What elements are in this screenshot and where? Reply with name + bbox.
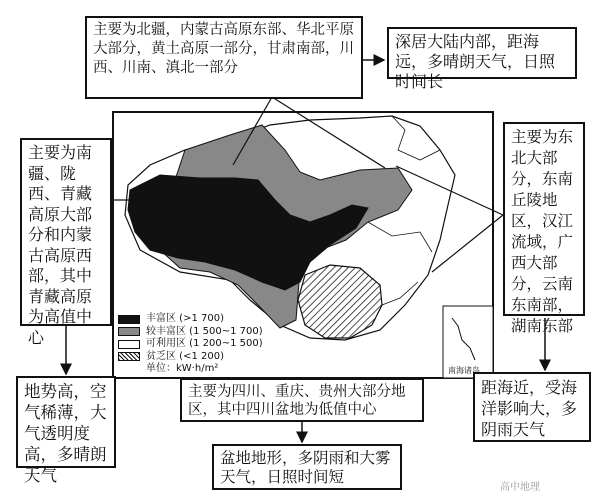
swatch-rich xyxy=(118,315,140,324)
box-east-reason: 距海近，受海洋影响大，多阴雨天气 xyxy=(473,372,591,442)
map-legend xyxy=(118,313,288,376)
box-sichuan-reason: 盆地地形，多阴雨和大雾天气，日照时间短 xyxy=(212,444,402,490)
box-tibet-reason: 地势高，空气稀薄，大气透明度高，多晴朗天气 xyxy=(16,376,116,468)
swatch-poor xyxy=(118,352,140,361)
box-north-reason: 深居大陆内部，距海远，多晴朗天气，日照时间长 xyxy=(387,27,577,79)
legend-item-rich: 丰富区 (>1 700) xyxy=(118,313,288,326)
inset-label: 南海诸岛 xyxy=(448,366,480,375)
legend-item-poor: 贫乏区 (<1 200) xyxy=(118,351,288,364)
legend-item-fairly-rich: 较丰富区 (1 500~1 700) xyxy=(118,326,288,339)
box-sichuan-region: 主要为四川、重庆、贵州大部分地区，其中四川盆地为低值中心 xyxy=(180,378,424,422)
legend-unit: 单位：kW·h/m² xyxy=(146,363,219,374)
poor-region xyxy=(298,265,382,338)
box-north-region: 主要为北疆，内蒙古高原东部、华北平原大部分，黄土高原一部分，甘肃南部，川西、川南、滇北一部分 xyxy=(85,16,363,99)
swatch-usable xyxy=(118,340,140,349)
legend-item-usable: 可利用区 (1 200~1 500) xyxy=(118,338,288,351)
box-east-region: 主要为东北大部分，东南丘陵地区，汉江流域，广西大部分，云南东南部，湖南东部 xyxy=(503,122,585,316)
swatch-fairly-rich xyxy=(118,327,140,336)
watermark: 高中地理 xyxy=(500,482,540,493)
box-tibet-region: 主要为南疆、陇西、青藏高原大部分和内蒙古高原西部，其中青藏高原为高值中心 xyxy=(20,138,112,326)
